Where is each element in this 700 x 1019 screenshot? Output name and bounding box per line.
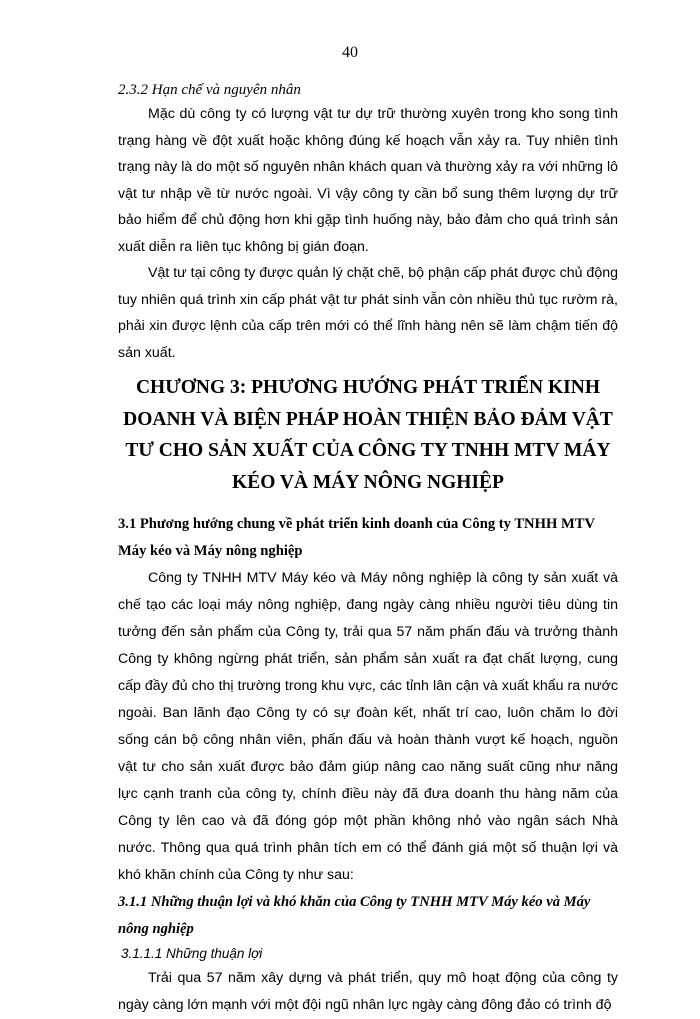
document-body [118, 79, 618, 1019]
paragraph: Trải qua 57 năm xây dựng và phát triển, quy mô hoạt động của công ty ngày càng lớn mạnh với một đội ngũ nhân lực ngày càng đông đảo có trình độ [118, 970, 618, 1013]
paragraph: Công ty TNHH MTV Máy kéo và Máy nông nghiệp là công ty sản xuất và chế tạo các loại máy nông nghiệp, đang ngày càng nhiều người tiêu dùng tin tưởng đến sản phẩm của Công ty, trải qua 57 năm phấn đấu và trưởng thành Công ty không ngừng phát triển, sản phẩm sản xuất ra đạt chất lượng, cung cấp đầy đủ cho thị trường trong khu vực, các tỉnh lân cận và xuất khẩu ra nước ngoài. Ban lãnh đạo Công ty có sự đoàn kết, nhất trí cao, luôn chăm lo đời sống cán bộ công nhân viên, phấn đấu và hoàn thành vượt kế hoạch, nguồn vật tư cho sản xuất được bảo đảm giúp nâng cao năng suất cũng như năng lực cạnh tranh của công ty, chính điều này đã đưa doanh thu hàng năm của Công ty lên cao và đã đóng góp một phần không nhỏ vào ngân sách Nhà nước. Thông qua quá trình phân tích em có thể đánh giá một số thuận lợi và khó khăn chính của Công ty như sau: [118, 570, 618, 883]
section-2-3-2-heading: 2.3.2 Hạn chế và nguyên nhân [118, 82, 301, 98]
section-3-1-heading: 3.1 Phương hướng chung về phát triển kinh doanh của Công ty TNHH MTV Máy kéo và Máy nông nghiệp [118, 516, 595, 559]
paragraph: Vật tư tại công ty được quản lý chặt chẽ, bộ phận cấp phát được chủ động tuy nhiên quá trình xin cấp phát vật tư phát sinh vẫn còn nhiều thủ tục rườm rà, phải xin được lệnh của cấp trên mới có thể lĩnh hàng nên sẽ làm chậm tiến độ sản xuất. [118, 265, 618, 361]
paragraph: Mặc dù công ty có lượng vật tư dự trữ thường xuyên trong kho song tình trạng hàng về đột xuất hoặc không đúng kế hoạch vẫn xảy ra. Tuy nhiên tình trạng này là do một số nguyên nhân khách quan và thường xảy ra với những lô vật tư nhập về từ nước ngoài. Vì vậy công ty cần bổ sung thêm lượng dự trữ bảo hiểm để chủ động hơn khi gặp tình huống này, bảo đảm cho quá trình sản xuất diễn ra liên tục không bị gián đoạn. [118, 106, 618, 255]
section-3-1-1-1-heading: 3.1.1.1 Những thuận lợi [121, 946, 263, 961]
page-number: 40 [342, 44, 358, 61]
chapter-title: CHƯƠNG 3: PHƯƠNG HƯỚNG PHÁT TRIỂN KINH DOANH VÀ BIỆN PHÁP HOÀN THIỆN BẢO ĐẢM VẬT TƯ CHO SẢN XUẤT CỦA CÔNG TY TNHH MTV MÁY KÉO VÀ MÁY NÔNG NGHIỆP [123, 377, 613, 493]
section-3-1-1-heading: 3.1.1 Những thuận lợi và khó khăn của Công ty TNHH MTV Máy kéo và Máy nông nghiệp [118, 894, 591, 937]
